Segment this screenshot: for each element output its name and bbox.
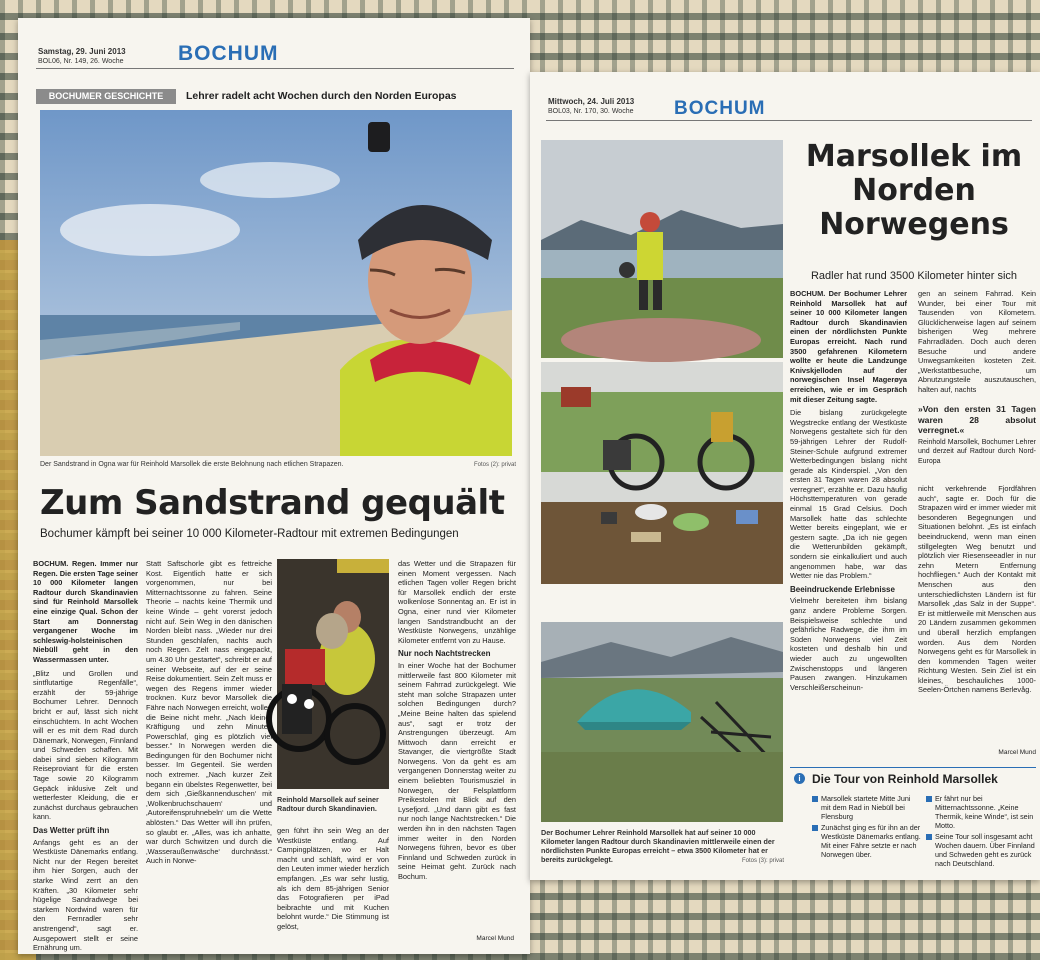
author-right-wrap	[918, 748, 1036, 760]
article-right-column-2-top	[918, 289, 1036, 395]
issue-right: BOL03, Nr. 170, 30. Woche	[548, 108, 634, 115]
dateline-left	[38, 47, 126, 66]
body-paragraph: Die bislang zurückgelegte Wegstrecke entlang der Westküste Norwegens gestaltete sich für den 59-jährigen Lehrer der Rudolf-Steiner-Schule aufgrund extremer Wetterbedingungen bislang nicht gerade als Kinderspiel. „Von den ersten 31 Tagen waren 28 absolut verregnet“, erzählte er. Dazu häufig Höchsttemperaturen von gerade einmal 15 Grad Celsius. Doch Marsollek hatte das schlechte Wetter bereits eingeplant, wie er gestern sagte. „Da ich nie gegen die Wetterunbilden gekämpft, sondern sie einkalkuliert und auch angenommen habe, war das Wetter nie das Problem.“	[790, 408, 907, 581]
author-left-wrap	[398, 934, 514, 945]
article-right-column-1	[790, 289, 907, 763]
tour-rule	[790, 767, 1036, 768]
tour-item: Zunächst ging es für ihn an der Westküste Dänemarks entlang. Mit einer Fähre setzte er nach Norwegen über.	[812, 823, 922, 859]
photo-caption-right: Der Bochumer Lehrer Reinhold Marsollek hat auf seiner 10 000 Kilometer langen Radtour durch Skandinavien mittlerweile einen der nördlichsten Punkte Europas erreicht – etwa 3500 Kilometer hat er bereits zurückgelegt.	[541, 828, 775, 864]
kicker-text: Lehrer radelt acht Wochen durch den Norden Europas	[186, 90, 457, 102]
photo-picnic-bike	[541, 362, 783, 584]
subheadline-right: Radler hat rund 3500 Kilometer hinter sich	[810, 270, 1018, 282]
date-left: Samstag, 29. Juni 2013	[38, 47, 126, 56]
photo-cyclist-lake	[541, 140, 783, 358]
body-paragraph: Anfangs geht es an der Westküste Dänemarks entlang. Nicht nur der Regen bereitet ihm hier Sorgen, auch der starke Wind zerrt an den Kräften. „30 Kilometer sehr hügelige Sandradwege bei starkem Nordwind waren für den Fernradler sehr anstrengend“, sagt er. Ausgepowert stellt er seine Ernährung um.	[33, 837, 138, 953]
body-paragraph: das Wetter und die Strapazen für einen Moment vergessen. Nach etlichen Tagen voller Regen bricht für Marsollek endlich der erste wolkenlose Sonnentag an. Er ist in Ogna, einer rund vier Kilometer langen Sandstrandbucht an der Westküste Norwegens, unzählige Kilometer entfernt von zu Hause.	[398, 559, 516, 645]
tour-list-right	[926, 794, 1036, 870]
subhead-weather: Das Wetter prüft ihn	[33, 826, 110, 836]
dateline-right	[548, 97, 634, 116]
photo-credit-right: Fotos (3): privat	[742, 858, 785, 864]
section-title-right: BOCHUM	[674, 98, 766, 119]
picnic-bike-illustration	[541, 362, 783, 584]
article-left-column-3	[277, 826, 389, 944]
subhead-night-routes: Nur noch Nachtstrecken	[398, 649, 491, 659]
tour-item: Seine Tour soll insgesamt acht Wochen dauern. Über Finnland und Schweden geht es zurück nach Deutschland.	[926, 832, 1036, 868]
body-paragraph: gen führt ihn sein Weg an der Westküste entlang. Auf Campingplätzen, wo er Halt macht und schläft, wird er von den Leuten immer wieder herzlich empfangen. „Es war sehr lustig, als ich dem 85-jährigen Senior das Fotografieren per iPad beibrachte und mit Kuchen belohnt wurde.“ Die Stimmung ist gelöst,	[277, 826, 389, 931]
body-paragraph: nicht verkehrende Fjordfähren auch“, sagte er. Doch für die Strapazen wird er immer wieder mit besonderen Begegnungen und Situationen belohnt. „Es ist einfach beeindruckend, wenn man einen stillgelegten Weg benutzt und plötzlich vier Riesenseeadler in nur zehn Metern Entfernung hochfliegen.“ Auch der Kontakt mit Menschen aus den unterschiedlichsten Ländern ist für Marsollek „das Salz in der Suppe“. Er ist mittlerweile mit Menschen aus 20 Ländern zusammen gekommen und überall herzlich empfangen worden. Aus dem Norden Norwegens geht es für Marsollek in den kommenden Tagen weiter Richtung Westen. Sein Ziel ist ein kleines, beschauliches 1000-Seelen-Örtchen namens Berlevåg.	[918, 484, 1036, 695]
article-left-column-2	[146, 559, 272, 943]
lead-paragraph-left: BOCHUM. Regen. Immer nur Regen. Die ersten Tage seiner 10 000 Kilometer langen Radtour durch Skandinavien sind für Reinhold Marsollek eine einzige Qual. Schon der Start am Donnerstag vergangener Woche im schleswig-holsteinischen Niebüll geht in den Wassermassen unter.	[33, 559, 139, 664]
date-right: Mittwoch, 24. Juli 2013	[548, 97, 635, 106]
body-paragraph: Vielmehr bereiteten ihm bislang ganz andere Probleme Sorgen. Beispielsweise schlechte und gefährliche Radwege, die ihm im Süden Norwegens viel Zeit kosteten und deshalb hin und wieder auch zu ungewollten Zwischenstopps und längeren Pausen zwangen. Hinzukamen Verschleißerscheinun-	[790, 596, 907, 692]
author-left: Marcel Mund	[476, 935, 514, 942]
cyclist-night-illustration	[277, 559, 389, 789]
lead-paragraph-right: BOCHUM. Der Bochumer Lehrer Reinhold Marsollek hat auf seiner 10 000 Kilometer langen Radtour durch Skandinavien einen der nördlichsten Punkte Europas erreicht. Nach rund 3500 gefahrenen Kilometern wollte er heute die Landzunge Knivskjelloden auf der norwegischen Insel Magerøya erreichen, wie er im Gespräch mit dieser Zeitung sagte.	[790, 289, 907, 404]
subheadline-left: Bochumer kämpft bei seiner 10 000 Kilometer-Radtour mit extremen Bedingungen	[40, 528, 459, 540]
photo-caption-left: Der Sandstrand in Ogna war für Reinhold Marsollek die erste Belohnung nach etlichen Strapazen.	[40, 461, 344, 468]
tour-list-left	[812, 794, 922, 861]
tent-landscape-illustration	[541, 622, 783, 822]
body-paragraph: Statt Saftschorle gibt es fettreiche Kost. Eigentlich hatte er sich vorgenommen, nur bei Mitternachtssonne zu fahren. Seine Theorie – nachts keine Thermik und keine Winde – geht vorerst jedoch nicht auf. Sein Weg in den dänischen Norden bleibt nass. „Wieder nur drei Stunden geschlafen, nachts auch noch Regen. Zelt nass eingepackt, um 4.30 Uhr gestartet“, schreibt er auf seiner Webseite, auf der er seine Reise dokumentiert. Sein Zelt muss er wegen des Regens immer wieder trocknen. Kurz bevor Marsollek die Fähre nach Norwegen erreicht, wollen die Beine nicht mehr. „Nach kleiner Kräftigung und zehn Minuten Powerschlaf, ging es plötzlich viel besser.“ In Norwegen werden die Bedingungen für den Bochumer nicht besser. Im Gegenteil. Sie werden noch extremer. „Nach kurzer Zeit begann ein übelstes Regenwetter, bei dem sich ‚Gießkannenduschen‘ mit ‚Wolkenbruchschauern‘ und ‚Autoreifenspruhnebeln‘ um die Wette ablösten.“ Das Wetter will ihn prüfen, so glaubt er. „Alles, was ich anhatte, war durch Schwitzen und durch die ‚Wasseraußenwäsche‘ durchnässt.“ Auch in Norwe-	[146, 559, 272, 866]
issue-left: BOL06, Nr. 149, 26. Woche	[38, 58, 124, 65]
body-paragraph: gen an seinem Fahrrad. Kein Wunder, bei einer Tour mit Tausenden von Kilometern. Glücklicherweise lagen auf seinem bisherigen Weg mehrere Fahrradläden. Doch auch deren Besuche und andere Unwegsamkeiten kosteten Zeit. „Werkstattbesuche, um Abnutzungsteile auszutauschen, halten auf, nachts	[918, 289, 1036, 394]
tour-title: Die Tour von Reinhold Marsollek	[812, 772, 998, 786]
section-title-left: BOCHUM	[178, 42, 279, 65]
rule-top-right	[546, 120, 1032, 121]
article-left-column-1	[33, 559, 139, 953]
body-paragraph: In einer Woche hat der Bochumer mittlerweile fast 800 Kilometer mit seinem Fahrrad zurückgelegt. Wie steht man solche Strapazen unter solchen Bedingungen durch? „Meine Beine halten das spielend aus“, sagt er trotz der Anstrengungen überzeugt. Am Mittwoch dann erreicht er Stavanger, die viertgrößte Stadt Norwegens. Von da geht es am vergangenen Donnerstag weiter zu einem beliebten Tourismusziel in Norwegen, der Felsplattform Preikestolen mit Blick auf den Lysefjord. „Und dann gibt es fast nur noch lange Nachtstrecken.“ Die werden ihn in den nächsten Tagen immer weiter in den Norden Norwegens führen, bevor es über Finnland und Schweden zurück in seine Heimat geht. Zurück nach Bochum.	[398, 660, 516, 881]
kicker-label: BOCHUMER GESCHICHTE	[36, 89, 176, 104]
photo-cyclist-night	[277, 559, 389, 789]
author-right: Marcel Mund	[998, 749, 1036, 756]
article-left-column-4	[398, 559, 516, 931]
headline-left: Zum Sandstrand gequält	[40, 483, 505, 523]
subhead-experiences: Beeindruckende Erlebnisse	[790, 584, 895, 594]
photo-caption-cyclist: Reinhold Marsollek auf seiner Radtour durch Skandinavien.	[277, 795, 379, 813]
pull-quote-source: Reinhold Marsollek, Bochumer Lehrer und derzeit auf Radtour durch Nord-Europa	[918, 438, 1036, 465]
photo-beach-selfie	[40, 110, 512, 456]
info-icon: i	[794, 773, 805, 784]
rule-top-left	[36, 68, 514, 69]
article-right-column-2-bottom	[918, 484, 1036, 748]
photo-credit-left: Fotos (2): privat	[474, 462, 517, 468]
pull-quote: »Von den ersten 31 Tagen waren 28 absolut verregnet.«	[918, 404, 1036, 435]
body-paragraph: „Blitz und Grollen und sintflutartige Regenfälle“, erzählt der 59-jährige Bochumer Lehrer. Dennoch bricht er auf, lässt sich nicht einschüchtern. In acht Wochen will er es mit dem Rad durch Dänemark, Norwegen, Finnland und Schweden schaffen. Mit dabei sind sieben Kilogramm Reiseproviant für die ersten Tage sowie 20 Kilogramm Gepäck inklusive Zelt und wetterfester Kleidung, die er zunächst durchaus gebrauchen kann.	[33, 668, 138, 822]
beach-selfie-illustration	[40, 110, 512, 456]
cyclist-lake-illustration	[541, 140, 783, 358]
photo-tent-landscape	[541, 622, 783, 822]
tour-item: Er fährt nur bei Mitternachtssonne. „Keine Thermik, keine Winde“, ist sein Motto.	[926, 794, 1036, 830]
quote-box	[918, 404, 1036, 480]
headline-right: Marsollek im Norden Norwegens	[805, 139, 1023, 242]
tour-item: Marsollek startete Mitte Juni mit dem Rad in Niebüll bei Flensburg	[812, 794, 922, 821]
